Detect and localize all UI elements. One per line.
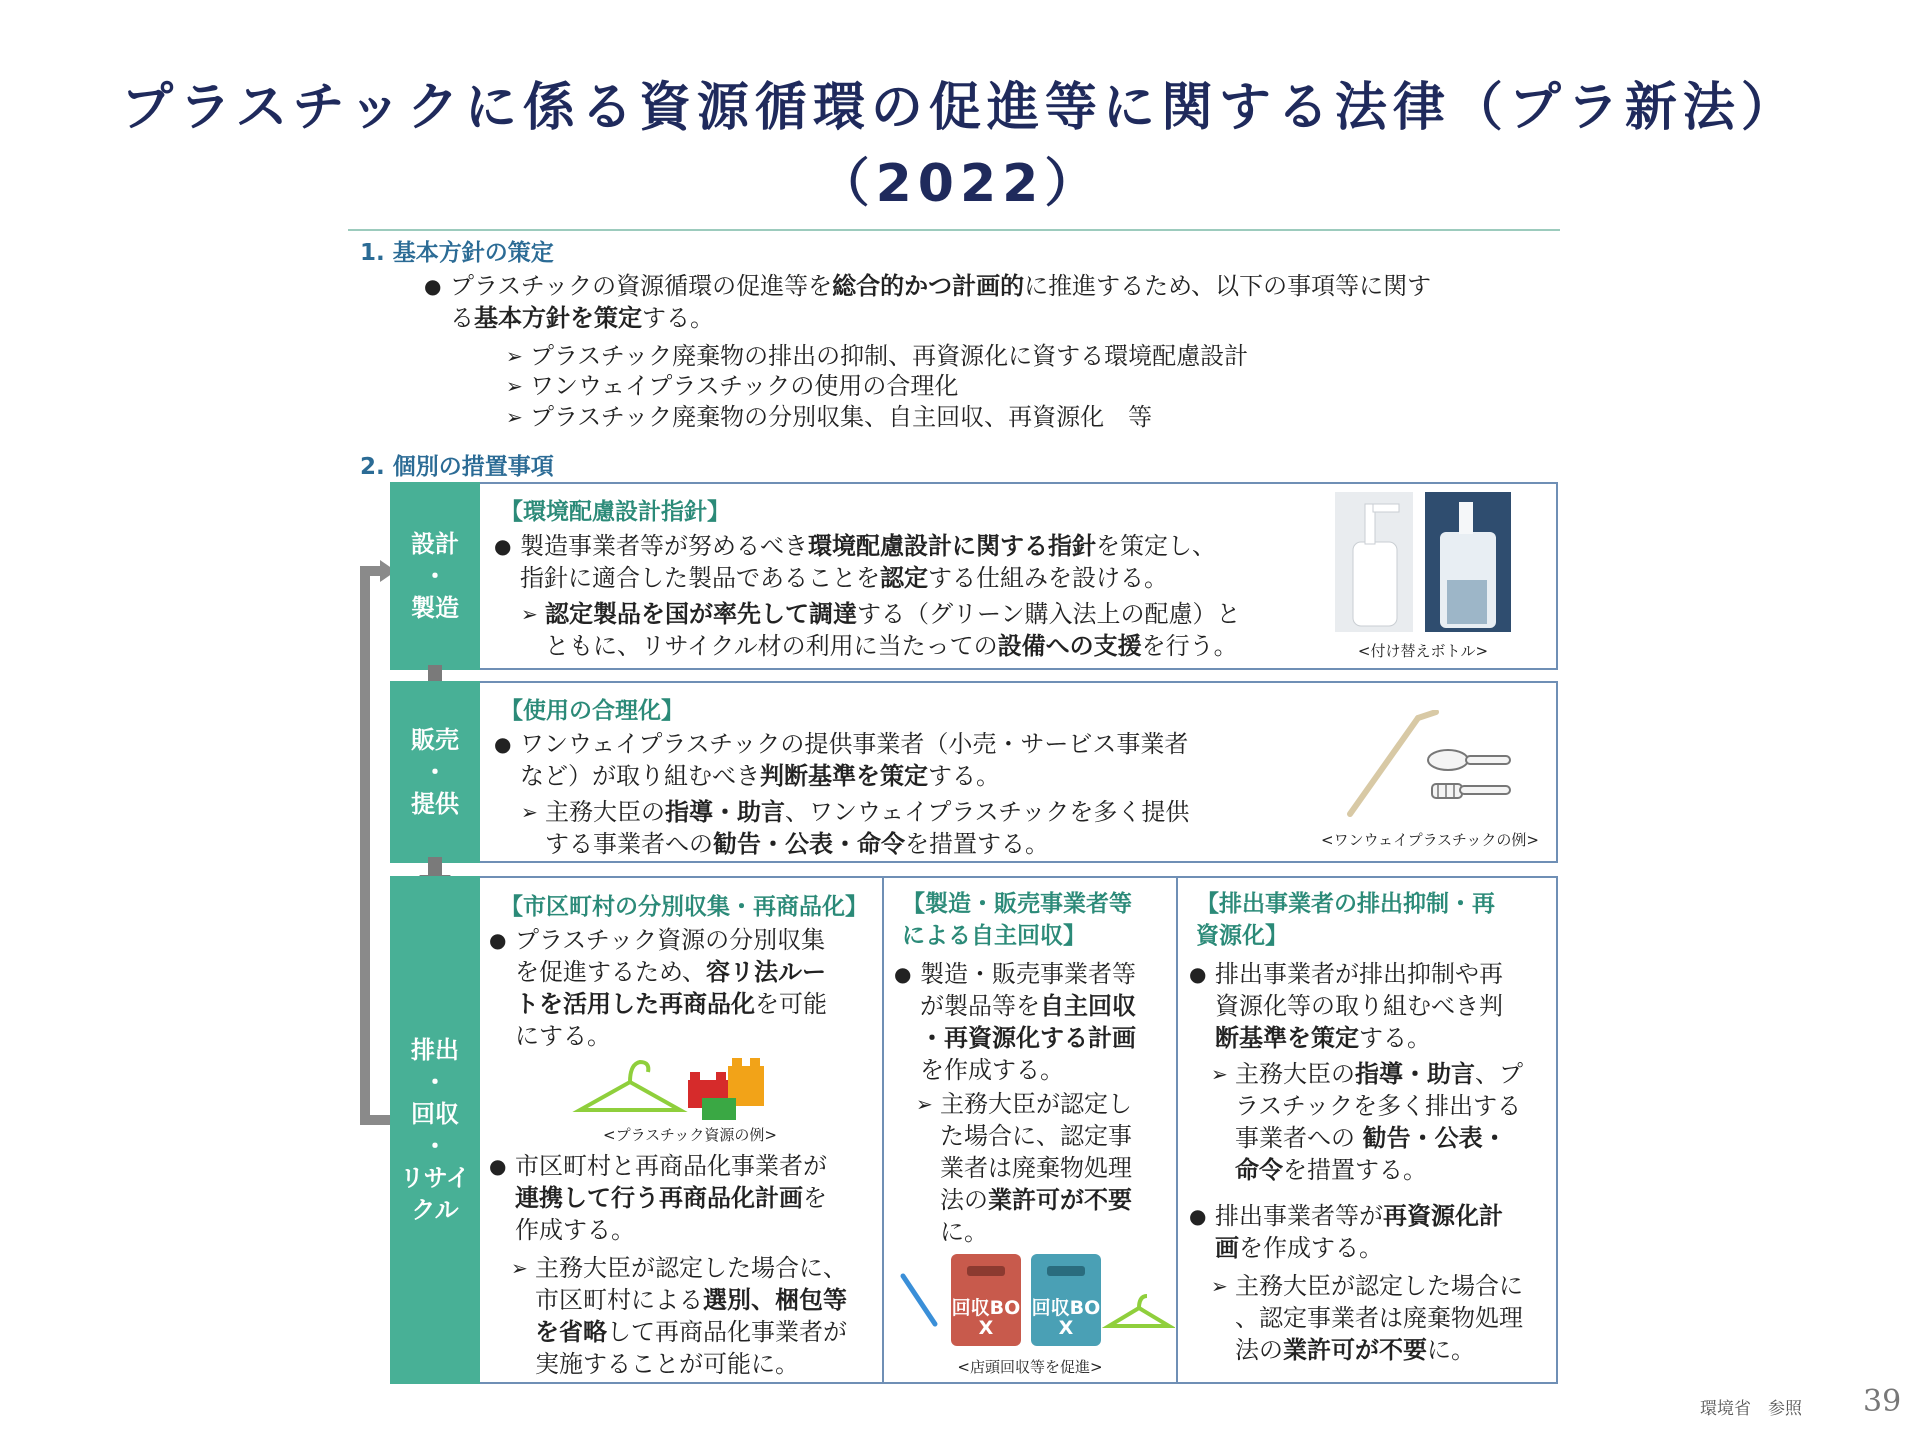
page-number: 39	[1863, 1384, 1902, 1419]
col1-sub	[535, 1252, 847, 1380]
c1-text: 主務大臣が認定した場合に、	[535, 1254, 847, 1282]
c2-bold: 自主回収	[1040, 992, 1136, 1020]
c3-text: 排出事業者等が	[1215, 1202, 1383, 1230]
c3-text: 資源化等の取り組むべき判	[1215, 992, 1503, 1020]
c3-text: ラスチックを多く排出する	[1235, 1092, 1522, 1120]
c3-text: 、プ	[1475, 1060, 1523, 1088]
side-label-design	[390, 482, 480, 670]
side-dot: ・	[423, 1068, 447, 1096]
c1-text: 実施することが可能に。	[535, 1350, 799, 1378]
c2-text: が製品等を	[920, 992, 1040, 1020]
section1-bullet	[450, 270, 1550, 334]
title-line-2: （2022）	[817, 154, 1103, 214]
column-divider	[1176, 876, 1178, 1384]
c2-text: に。	[940, 1218, 988, 1246]
col2-title-line: 【製造・販売事業者等	[902, 891, 1132, 917]
c3-bold: 指導・助言	[1355, 1060, 1475, 1088]
loop-arrow-top	[360, 566, 382, 576]
r2-text: 、ワンウェイプラスチックを多く提供	[785, 798, 1190, 826]
c1-bold: 連携して行う再商品化計画	[515, 1184, 803, 1212]
c3-bold: 命令	[1235, 1156, 1283, 1184]
c2-text: 法の	[940, 1186, 988, 1214]
row1-bullet	[520, 530, 1216, 594]
divider	[348, 229, 1560, 231]
section1-item: ➢ プラスチック廃棄物の排出の抑制、再資源化に資する環境配慮設計	[530, 340, 1248, 372]
r1-bold: 認定製品を国が率先して調達	[545, 600, 857, 628]
row1-caption: <付け替えボトル>	[1357, 642, 1489, 660]
column-divider	[882, 876, 884, 1384]
row2-title: 【使用の合理化】	[500, 698, 684, 724]
r1-bold: 設備への支援	[997, 632, 1142, 660]
loop-arrow-bottom	[360, 1115, 390, 1125]
col3-sub2	[1235, 1270, 1523, 1366]
side-dot: ・	[423, 1132, 447, 1160]
s1-text: に推進するため、以下の事項等に関す	[1024, 272, 1432, 300]
r2-bold: 勧告・公表・命令	[713, 830, 905, 858]
col3-title-line: 資源化】	[1196, 923, 1288, 949]
row2-caption: <ワンウェイプラスチックの例>	[1321, 831, 1539, 849]
c1-text: にする。	[515, 1022, 611, 1050]
col3-bullet1	[1215, 958, 1503, 1054]
c1-bold: トを活用した再商品化	[515, 990, 755, 1018]
c2-text: を作成する。	[920, 1056, 1064, 1084]
c1-bold: を省略	[535, 1318, 607, 1346]
side-dot: ・	[423, 562, 447, 590]
side-text: 製造	[411, 594, 459, 622]
c3-text: 、認定事業者は廃棄物処理	[1235, 1304, 1523, 1332]
c2-text: 主務大臣が認定し	[940, 1090, 1132, 1118]
down-arrow	[428, 857, 442, 877]
c3-text: 法の	[1235, 1336, 1283, 1364]
c1-text: を	[803, 1184, 827, 1212]
c2-text: 業者は廃棄物処理	[940, 1154, 1132, 1182]
col1-bullet1	[515, 924, 827, 1052]
col2-title-line: による自主回収】	[902, 923, 1086, 949]
c1-text: 市区町村と再商品化事業者が	[515, 1152, 827, 1180]
r2-text: する事業者への	[545, 830, 713, 858]
title-line-1: プラスチックに係る資源循環の促進等に関する法律（プラ新法）	[121, 78, 1799, 138]
col1-bullet2	[515, 1150, 827, 1246]
loop-arrow-line	[360, 573, 370, 1125]
col2-title	[902, 888, 1132, 952]
r1-text: する仕組みを設ける。	[928, 564, 1168, 592]
c3-text: する。	[1359, 1024, 1431, 1052]
c1-text: プラスチック資源の分別収集	[515, 926, 826, 954]
c1-text: 作成する。	[515, 1216, 635, 1244]
c1-text: して再商品化事業者が	[607, 1318, 847, 1346]
c1-bold: 容リ法ルー	[706, 958, 827, 986]
col1-caption: <プラスチック資源の例>	[603, 1126, 777, 1144]
side-text: リサイ	[400, 1164, 470, 1192]
r1-text: を策定し、	[1096, 532, 1216, 560]
c3-bold: 勧告・公表・	[1362, 1124, 1507, 1152]
c2-bold: 業許可が不要	[988, 1186, 1132, 1214]
c3-text: 主務大臣が認定した場合に	[1235, 1272, 1523, 1300]
r2-text: を措置する。	[905, 830, 1049, 858]
col3-title-line: 【排出事業者の排出抑制・再	[1196, 891, 1495, 917]
side-label-recycle	[390, 876, 480, 1384]
c2-text: た場合に、認定事	[940, 1122, 1132, 1150]
section1-item: ➢ ワンウェイプラスチックの使用の合理化	[530, 370, 958, 402]
section1-item: ➢ プラスチック廃棄物の分別収集、自主回収、再資源化 等	[530, 401, 1152, 433]
c3-bold: 再資源化計	[1383, 1202, 1503, 1230]
c2-bold: ・再資源化する計画	[920, 1024, 1136, 1052]
r1-text: 製造事業者等が努めるべき	[520, 532, 808, 560]
r1-text: を行う。	[1141, 632, 1238, 660]
side-text: 回収	[411, 1100, 459, 1128]
refill-bottle-image	[1335, 492, 1511, 632]
c3-text: を措置する。	[1283, 1156, 1427, 1184]
c3-text: 排出事業者が排出抑制や再	[1215, 960, 1503, 988]
r2-text: など）が取り組むべき	[520, 762, 760, 790]
r2-text: 主務大臣の	[545, 798, 665, 826]
side-text: 販売	[411, 726, 459, 754]
s1-text: プラスチックの資源循環の促進等を	[450, 272, 833, 300]
plastic-resource-image	[570, 1050, 800, 1122]
section2-heading: 2. 個別の措置事項	[360, 454, 554, 480]
r1-text: ともに、リサイクル材の利用に当たっての	[545, 632, 998, 660]
r2-bold: 指導・助言	[665, 798, 785, 826]
c1-text: を促進するため、	[515, 958, 707, 986]
col3-title	[1196, 888, 1495, 952]
r1-text: する（グリーン購入法上の配慮）と	[857, 600, 1241, 628]
s1-bold: 総合的かつ計画的	[832, 272, 1025, 300]
c2-text: 製造・販売事業者等	[920, 960, 1136, 988]
c1-text: を可能	[755, 990, 827, 1018]
side-text: 提供	[411, 790, 459, 818]
c3-bold: 画	[1215, 1234, 1239, 1262]
row2-bullet	[520, 728, 1188, 792]
col2-sub	[940, 1088, 1132, 1248]
r1-bold: 環境配慮設計に関する指針	[808, 532, 1096, 560]
r2-bold: 判断基準を策定	[760, 762, 928, 790]
s1-text: する。	[642, 304, 714, 332]
c3-text: を作成する。	[1239, 1234, 1383, 1262]
row2-sub	[545, 796, 1189, 860]
c3-bold: 断基準を策定	[1215, 1024, 1359, 1052]
col1-title: 【市区町村の分別収集・再商品化】	[500, 894, 868, 920]
c1-bold: 選別、梱包等	[703, 1286, 847, 1314]
collection-box-label: 回収BOX	[951, 1297, 1021, 1339]
c3-text: に。	[1427, 1336, 1475, 1364]
r2-text: ワンウェイプラスチックの提供事業者（小売・サービス事業者	[520, 730, 1189, 758]
side-text: 排出	[411, 1036, 459, 1064]
side-text: 設計	[411, 530, 459, 558]
s1-bold: 基本方針を策定	[474, 304, 642, 332]
c3-text: 主務大臣の	[1235, 1060, 1355, 1088]
s1-text: る	[450, 304, 474, 332]
side-label-sales	[390, 681, 480, 863]
row1-sub	[545, 598, 1241, 662]
row1-title: 【環境配慮設計指針】	[500, 499, 730, 525]
col3-bullet2	[1215, 1200, 1503, 1264]
collection-box-label: 回収BOX	[1031, 1297, 1101, 1339]
section1-heading: 1. 基本方針の策定	[360, 240, 554, 266]
col3-sub1	[1235, 1058, 1523, 1186]
c1-text: 市区町村による	[535, 1286, 703, 1314]
r2-text: する。	[928, 762, 1000, 790]
r1-bold: 認定	[880, 564, 928, 592]
side-dot: ・	[423, 758, 447, 786]
oneway-plastic-image	[1340, 710, 1520, 822]
page-title	[0, 70, 1920, 222]
r1-text: 指針に適合した製品であることを	[520, 564, 880, 592]
source-note: 環境省 参照	[1700, 1399, 1802, 1419]
col2-bullet	[920, 958, 1136, 1086]
c3-text: 事業者への	[1235, 1124, 1363, 1152]
c3-bold: 業許可が不要	[1283, 1336, 1427, 1364]
side-text: クル	[411, 1196, 459, 1224]
col2-caption: <店頭回収等を促進>	[957, 1358, 1103, 1376]
